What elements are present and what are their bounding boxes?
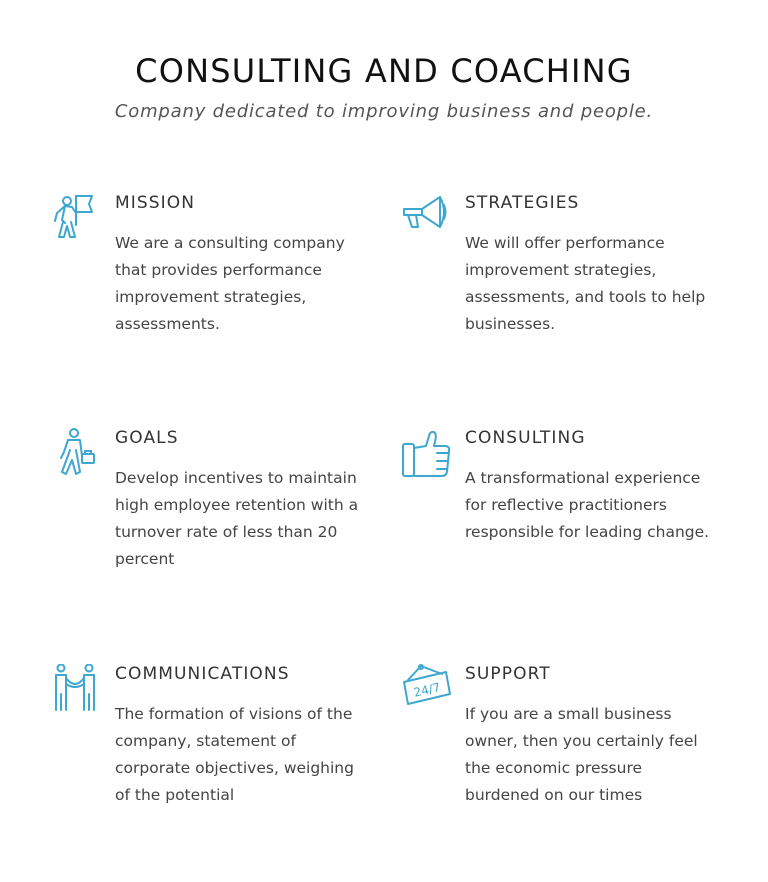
thumbs-up-icon	[402, 428, 454, 482]
page-subtitle: Company dedicated to improving business and people.	[114, 101, 654, 122]
feature-text: The formation of visions of the company, statement of corporate objectives, weighing of the potential	[115, 705, 354, 804]
feature-title: STRATEGIES	[465, 193, 580, 213]
handshake-people-icon	[52, 664, 104, 718]
feature-text: A transformational experience for reflective practitioners responsible for leading change.	[465, 469, 710, 541]
feature-title: MISSION	[115, 193, 196, 213]
feature-text: We are a consulting company that provides performance improvement strategies, assessments.	[115, 234, 345, 333]
page-title: CONSULTING AND COACHING	[135, 52, 633, 90]
feature-title: CONSULTING	[465, 428, 586, 448]
megaphone-icon	[402, 193, 454, 247]
sign-24-7-label: 24/7	[412, 680, 442, 700]
feature-text: If you are a small business owner, then you certainly feel the economic pressure burdened on our times	[465, 705, 698, 804]
header	[0, 52, 768, 122]
feature-text: Develop incentives to maintain high employee retention with a turnover rate of less than 20 percent	[115, 469, 359, 568]
feature-title: GOALS	[115, 428, 179, 448]
climber-flag-icon	[52, 193, 104, 247]
feature-title: SUPPORT	[465, 664, 551, 684]
feature-text: We will offer performance improvement strategies, assessments, and tools to help businesses.	[465, 234, 706, 333]
businessman-walking-icon	[52, 428, 104, 482]
feature-title: COMMUNICATIONS	[115, 664, 290, 684]
sign-24-7-icon	[402, 664, 454, 718]
